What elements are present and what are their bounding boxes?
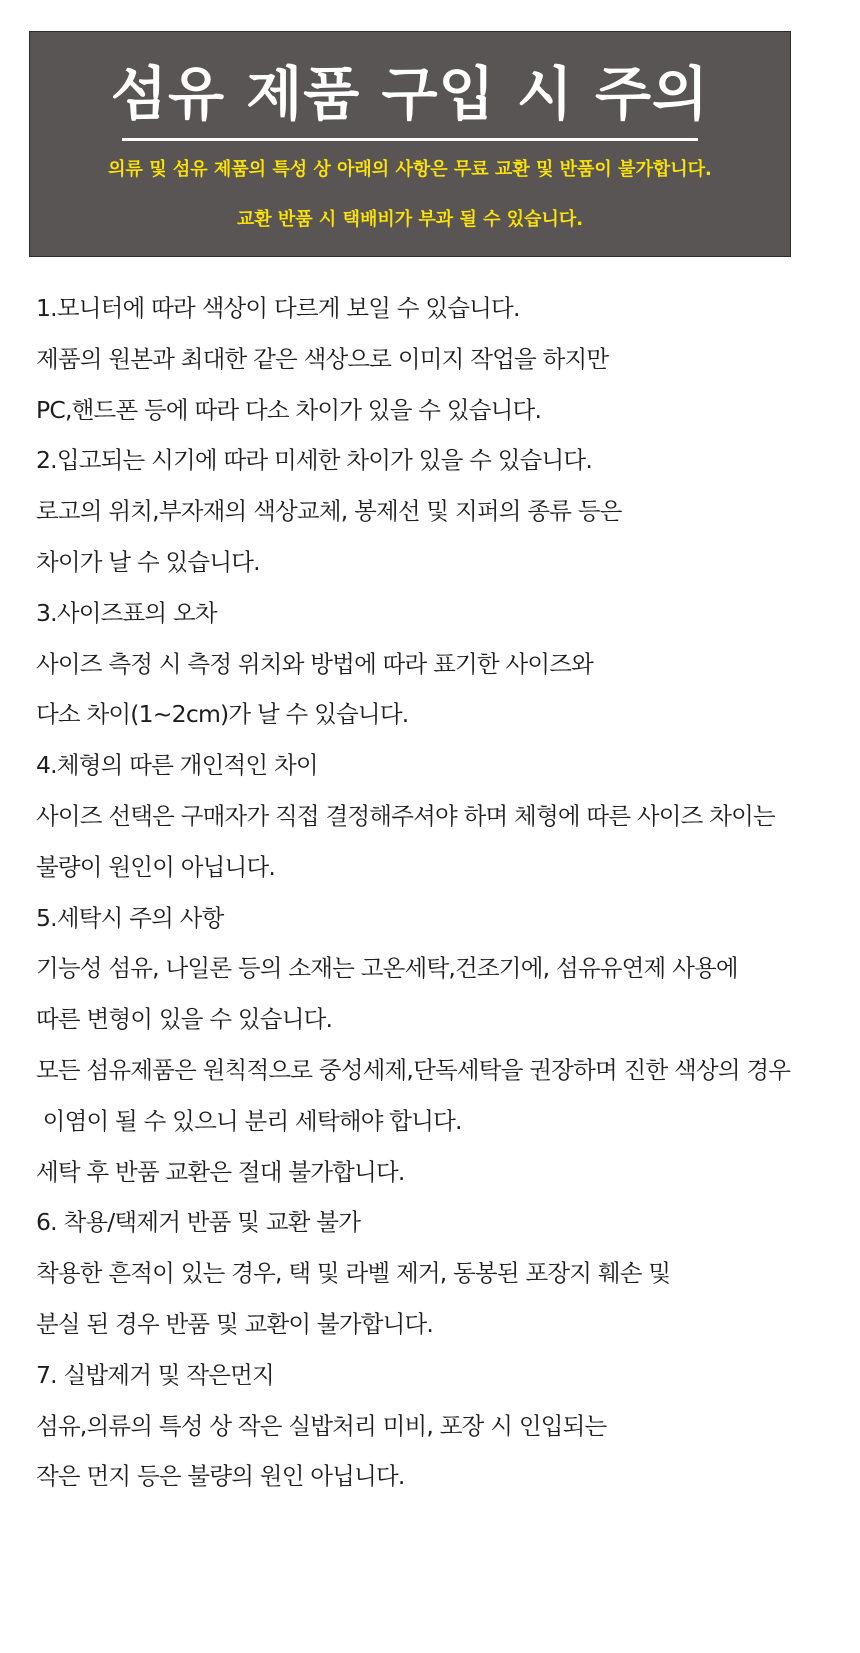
notice-line: 분실 된 경우 반품 및 교환이 불가합니다. (36, 1309, 434, 1338)
notice-line: 모든 섬유제품은 원칙적으로 중성세제,단독세탁을 권장하며 진한 색상의 경우 (36, 1055, 791, 1084)
page-title: 섬유 제품 구입 시 주의 (110, 60, 710, 128)
header-subtitle-shipping-fee: 교환 반품 시 택배비가 부과 될 수 있습니다. (236, 209, 584, 230)
notice-line: 따른 변형이 있을 수 있습니다. (36, 1005, 333, 1034)
notice-line: 이염이 될 수 있으니 분리 세탁해야 합니다. (36, 1106, 462, 1135)
header-subtitle-exchange-policy: 의류 및 섬유 제품의 특성 상 아래의 사항은 무료 교환 및 반품이 불가합니다. (108, 159, 712, 180)
notice-line: 작은 먼지 등은 불량의 원인 아닙니다. (36, 1462, 405, 1491)
notice-line: PC,핸드폰 등에 따라 다소 차이가 있을 수 있습니다. (36, 395, 542, 424)
notice-header-box (29, 31, 791, 257)
notice-line: 2.입고되는 시기에 따라 미세한 차이가 있을 수 있습니다. (36, 446, 593, 475)
notice-line: 불량이 원인이 아닙니다. (36, 852, 276, 881)
notice-line: 다소 차이(1~2cm)가 날 수 있습니다. (36, 700, 409, 729)
notice-line: 사이즈 선택은 구매자가 직접 결정해주셔야 하며 체형에 따른 사이즈 차이는 (36, 801, 775, 830)
title-underline (122, 138, 698, 141)
notice-line: 3.사이즈표의 오차 (36, 598, 217, 627)
notice-line: 7. 실밥제거 및 작은먼지 (36, 1360, 274, 1389)
notice-line: 로고의 위치,부자재의 색상교체, 봉제선 및 지퍼의 종류 등은 (36, 497, 622, 526)
notice-line: 제품의 원본과 최대한 같은 색상으로 이미지 작업을 하지만 (36, 344, 609, 373)
notice-line: 세탁 후 반품 교환은 절대 불가합니다. (36, 1157, 405, 1186)
notice-line: 4.체형의 따른 개인적인 차이 (36, 751, 318, 780)
notice-line: 5.세탁시 주의 사항 (36, 903, 224, 932)
notice-line: 섬유,의류의 특성 상 작은 실밥처리 미비, 포장 시 인입되는 (36, 1411, 607, 1440)
notice-line: 6. 착용/택제거 반품 및 교환 불가 (36, 1208, 361, 1237)
notice-line: 1.모니터에 따라 색상이 다르게 보일 수 있습니다. (36, 294, 520, 322)
notice-line: 착용한 흔적이 있는 경우, 택 및 라벨 제거, 동봉된 포장지 훼손 및 (36, 1259, 671, 1288)
notice-line: 사이즈 측정 시 측정 위치와 방법에 따라 표기한 사이즈와 (36, 649, 594, 678)
notice-line: 기능성 섬유, 나일론 등의 소재는 고온세탁,건조기에, 섬유유연제 사용에 (36, 954, 738, 983)
notice-body (36, 283, 836, 1502)
notice-line: 차이가 날 수 있습니다. (36, 547, 260, 576)
